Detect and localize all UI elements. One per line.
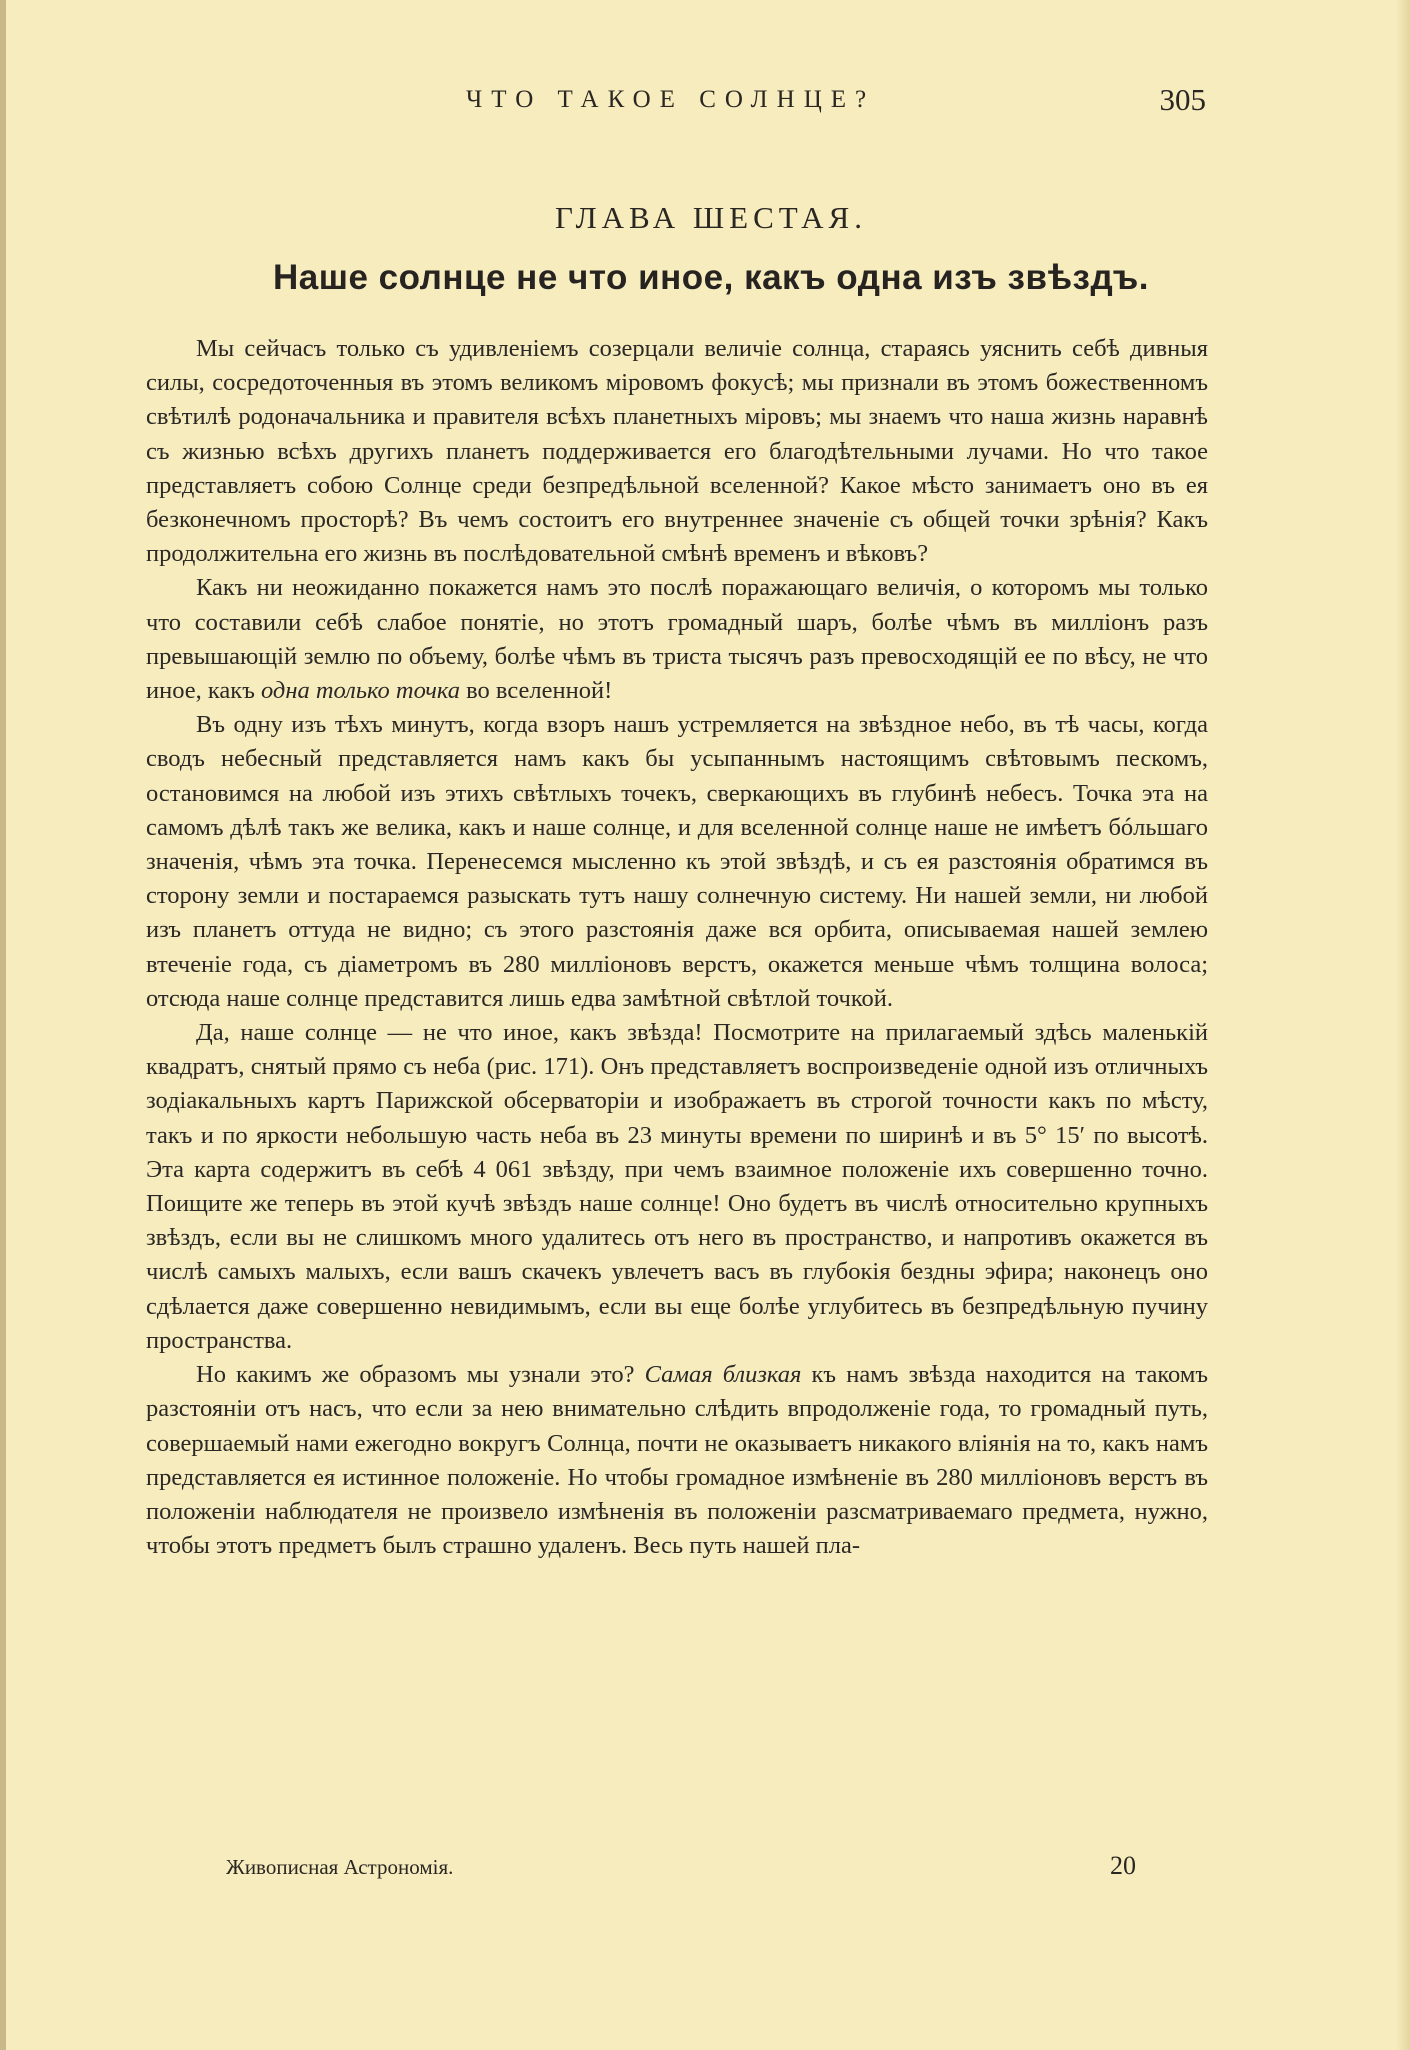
- signature-number: 20: [1110, 1851, 1136, 1880]
- page-header: [196, 82, 1206, 126]
- page-footer: [226, 1851, 1136, 1885]
- paragraph-text: во вселенной!: [460, 677, 613, 705]
- paragraph-text: Но какимъ же образомъ мы узнали это?: [196, 1361, 645, 1389]
- paragraph: Мы сейчасъ только съ удивленіемъ созерцали величіе солнца, стараясь уяснить себѣ дивныя силы, сосредоточенныя въ этомъ великомъ міровомъ фокусѣ; мы признали въ этомъ божественномъ свѣтилѣ родоначальника и правителя всѣхъ планетныхъ міровъ; мы знаемъ что наша жизнь наравнѣ съ жизнью всѣхъ другихъ планетъ поддерживается его благодѣтельными лучами. Но что такое представляетъ собою Солнце среди безпредѣльной вселенной? Какое мѣсто занимаетъ оно въ ея безконечномъ просторѣ? Въ чемъ состоитъ его внутреннее значеніе съ общей точки зрѣнія? Какъ продолжительна его жизнь въ послѣдовательной смѣнѣ временъ и вѣковъ?: [146, 335, 1208, 568]
- paragraph: Да, наше солнце — не что иное, какъ звѣзда! Посмотрите на прилагаемый здѣсь маленькій квадратъ, снятый прямо съ неба (рис. 171). Онъ представляетъ воспроизведеніе одной изъ отличныхъ зодіакальныхъ картъ Парижской обсерваторіи и изображаетъ въ строгой точности какъ по мѣсту, такъ и по яркости небольшую часть неба въ 23 минуты времени по ширинѣ и въ 5° 15′ по высотѣ. Эта карта содержитъ въ себѣ 4 061 звѣзду, при чемъ взаимное положеніе ихъ совершенно точно. Поищите же теперь въ этой кучѣ звѣздъ наше солнце! Оно будетъ въ числѣ относительно крупныхъ звѣздъ, если вы не слишкомъ много удалитесь отъ него въ пространство, и напротивъ окажется въ числѣ самыхъ малыхъ, если вашъ скачекъ увлечетъ васъ въ глубокія бездны эфира; наконецъ оно сдѣлается даже совершенно невидимымъ, если вы еще болѣе углубитесь въ безпредѣльную пучину пространства.: [146, 1019, 1208, 1354]
- paragraph-text: Какъ ни неожиданно покажется намъ это послѣ поражающаго величія, о которомъ мы только что составили себѣ слабое понятіе, но этотъ громадный шаръ, болѣе чѣмъ въ милліонъ разъ превышающій землю по объему, болѣе чѣмъ въ триста тысячъ разъ превосходящій ее по вѣсу, не что иное, какъ: [146, 574, 1208, 705]
- body-text: [146, 332, 1208, 1563]
- printer-signature: Живописная Астрономія.: [226, 1855, 454, 1879]
- paragraph: [146, 571, 1208, 708]
- chapter-heading: ГЛАВА ШЕСТАЯ.: [555, 200, 867, 235]
- page-number: 305: [1159, 82, 1206, 117]
- italic-emphasis: Самая близкая: [644, 1361, 802, 1389]
- chapter-title: Наше солнце не что иное, какъ одна изъ звѣздъ.: [273, 258, 1149, 297]
- paragraph: Въ одну изъ тѣхъ минутъ, когда взоръ нашъ устремляется на звѣздное небо, въ тѣ часы, когда сводъ небесный представляется намъ какъ бы усыпаннымъ настоящимъ свѣтовымъ пескомъ, остановимся на любой изъ этихъ свѣтлыхъ точекъ, сверкающихъ въ глубинѣ небесъ. Точка эта на самомъ дѣлѣ такъ же велика, какъ и наше солнце, и для вселенной солнце наше не имѣетъ бóльшаго значенія, чѣмъ эта точка. Перенесемся мысленно къ этой звѣздѣ, и съ ея разстоянія обратимся въ сторону земли и постараемся разыскать тутъ нашу солнечную систему. Ни нашей земли, ни любой изъ планетъ оттуда не видно; съ этого разстоянія даже вся орбита, описываемая нашей землею втеченіе года, съ діаметромъ въ 280 милліоновъ верстъ, окажется меньше чѣмъ толщина волоса; отсюда наше солнце представится лишь едва замѣтной свѣтлой точкой.: [146, 711, 1208, 1012]
- paragraph: [146, 1358, 1208, 1563]
- italic-emphasis: одна только точка: [261, 677, 461, 705]
- paragraph-text: къ намъ звѣзда находится на такомъ разстояніи отъ насъ, что если за нею внимательно слѣдить впродолженіе года, то громадный путь, совершаемый нами ежегодно вокругъ Солнца, почти не оказываетъ никакого вліянія на то, какъ намъ представляется ея истинное положеніе. Но чтобы громадное измѣненіе въ 280 милліоновъ верстъ въ положеніи наблюдателя не произвело измѣненія въ положеніи разсматриваемаго предмета, нужно, чтобы этотъ предметъ былъ страшно удаленъ. Весь путь нашей пла-: [146, 1361, 1208, 1560]
- page-edge-shadow: [1396, 0, 1410, 2050]
- running-title: ЧТО ТАКОЕ СОЛНЦЕ?: [466, 86, 876, 113]
